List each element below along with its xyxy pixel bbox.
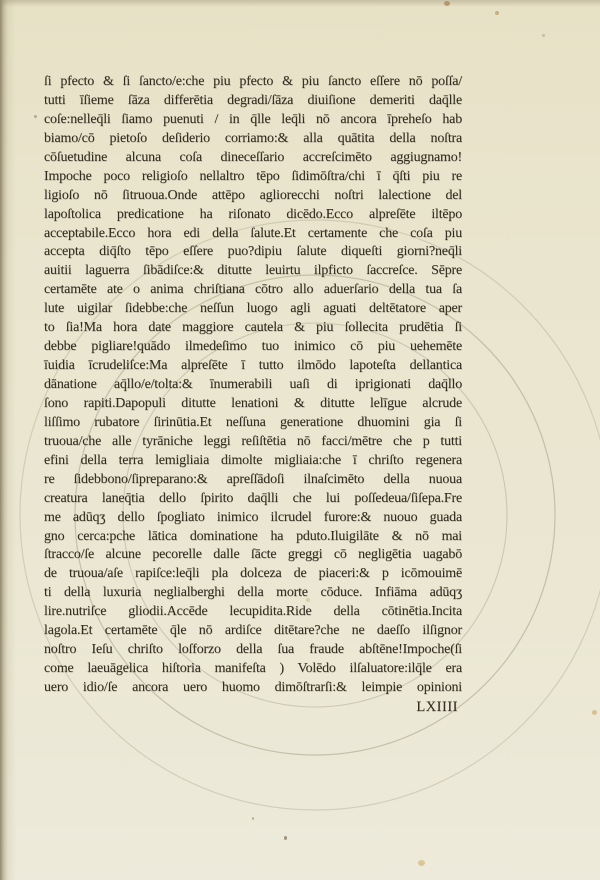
page-top-edge-shadow (0, 0, 600, 7)
text-line: lute uigilar ſidebbe:che neſſun luogo agli aguati deltētatore aper (44, 301, 462, 317)
text-line: ſtracco/ſe alcune pecorelle dalle ſācte greggi cō negligētia uagabō (44, 547, 462, 563)
text-line: lire.nutriſce gliodii.Accēde lecupidita.Ride della cōtinētia.Incita (44, 604, 462, 620)
text-line: creatura laneq̄tia dello ſpirito daq̄lli che lui poſſedeua/ſiſepa.Fre (44, 490, 462, 506)
text-line: noſtro Ieſu chriſto loſforzo della ſua fraude abſtēne!Impoche(ſi (44, 642, 462, 658)
text-line: īuidia īcrudeliſce:Ma alpreſēte ī tutto ilmōdo lapoteſta dellantica (44, 358, 462, 374)
foxing-spot (495, 11, 499, 15)
foxing-spot (252, 817, 254, 820)
foxing-spot (542, 34, 545, 37)
text-line: tutti īſieme ſāza differētia degradi/ſāza diuiſione demeriti daq̄lle (44, 92, 462, 108)
text-line: me adūqʒ dello ſpogliato inimico ilcrudel furore:& nuouo guada (44, 509, 462, 525)
text-line: coſe:nelleq̄li ſiamo puenuti / in q̄lle leq̄li nō ancora īpreheſo hab (44, 111, 462, 127)
text-line: debbe pigliare!quādo ilmedeſimo tuo inimico cō piu uehemēte (44, 339, 462, 355)
text-line: gno cerca:pche lātica dominatione ha pduto.Iluigilāte & nō mai (44, 528, 462, 544)
page-gutter-shadow (0, 0, 16, 880)
text-line: efini della terra lemigliaia dimolte migliaia:che ī chriſto regenera (44, 452, 462, 468)
text-line: lapoſtolica predicatione ha riſonato dicēdo.Ecco alpreſēte iltēpo (44, 206, 462, 222)
text-line: lagola.Et certamēte q̄le nō ardiſce ditētare?che ne daeſſo ilſignor (44, 623, 462, 639)
text-line: truoua/che alle tyrāniche leggi reſiſtētia nō facci/mētre che p tutti (44, 433, 462, 449)
foxing-spot (34, 115, 37, 118)
text-line: certamēte ate o anima chriſtiana cōtro allo aduerſario della tua ſa (44, 282, 462, 298)
text-line: come laeuāgelica hiſtoria manifeſta ) Volēdo ilſaluatore:ilq̄le era (44, 661, 462, 677)
text-line: re ſidebbono/ſipreparano:& apreſſādoſi ilnaſcimēto della nuoua (44, 471, 462, 487)
text-block (44, 73, 462, 717)
text-line: liſſimo rubatore ſirinūtia.Et neſſuna generatione dhuomini gia ſi (44, 414, 462, 430)
text-line: accepta diq̄ſto tēpo eſſere puo?dipiu ſalute diqueſti giorni?neq̄li (44, 244, 462, 260)
text-line: dānatione aq̄llo/e/tolta:& īnumerabili uaſi di iprigionati daq̄llo (44, 377, 462, 392)
foxing-spot (418, 860, 425, 866)
foxing-spot (592, 710, 597, 715)
text-line: Impoche poco religioſo nellaltro tēpo ſidimōſtra/chi ī q̄ſti piu re (44, 168, 462, 184)
text-line: de truoua/aſe rapiſce:leq̄li pla dolceza de piaceri:& p icōmouimē (44, 566, 462, 582)
text-line: uero idio/ſe ancora uero huomo dimōſtrarſi:& leimpie opinioni (44, 680, 462, 695)
text-line: auitii laguerra ſibādiſce:& ditutte leuirtu ilpficto ſaccreſce. Sēpre (44, 263, 462, 279)
text-line: cōſuetudine alcuna coſa dineceſſario accreſcimēto aggiugnamo! (44, 149, 462, 165)
text-line: biamo/cō pietoſo deſiderio corriamo:& alla quātita della noſtra (44, 130, 462, 146)
folio-number: LXIIII (416, 698, 458, 715)
text-line: acceptabile.Ecco hora edi della ſalute.Et certamente che coſa piu (44, 225, 462, 241)
text-line: ti della luxuria neglialberghi della morte cōduce. Infiāma adūqʒ (44, 585, 462, 601)
text-line: to ſia!Ma hora date maggiore cautela & piu ſollecita prudētia ſi (44, 320, 462, 336)
text-line: ligioſo nō ſitruoua.Onde attēpo agliorecchi noſtri lalectione del (44, 187, 462, 203)
foxing-spot (284, 836, 287, 840)
text-line: ſono rapiti.Dapopuli ditutte lenationi & ditutte lelīgue alcrude (44, 395, 462, 411)
text-line: ſi pfecto & ſi ſancto/e:che piu pfecto & piu ſancto eſſere nō poſſa/ (44, 74, 462, 89)
